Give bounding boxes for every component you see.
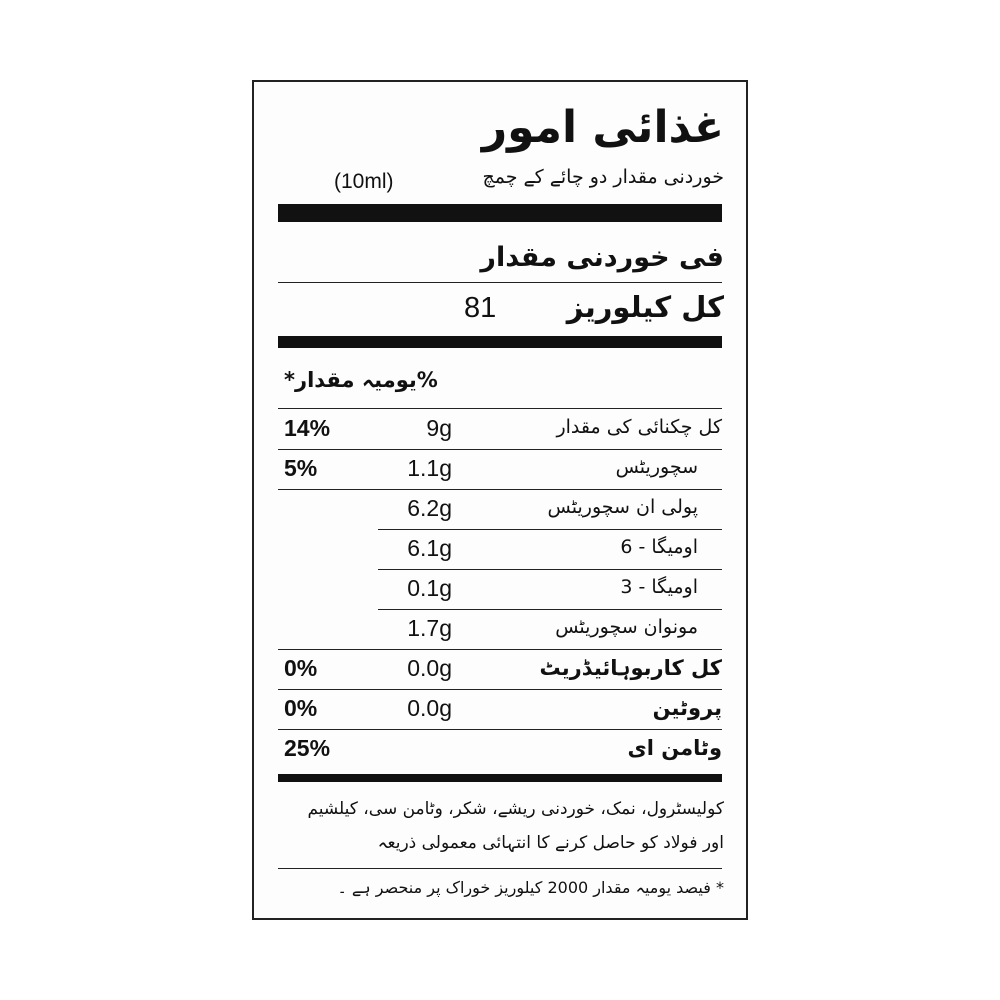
nutrient-amount: 6.1g — [407, 535, 452, 561]
nutrient-name: سچوریٹس — [615, 456, 698, 478]
label-title: غذائی امور — [481, 102, 724, 153]
nutrient-name: پولی ان سچوریٹس — [547, 496, 698, 518]
nutrient-amount: 9g — [426, 415, 452, 441]
nutrient-row-protein — [278, 690, 722, 730]
nutrient-row-omega-3 — [278, 570, 722, 610]
nutrient-name: وٹامن ای — [627, 736, 722, 760]
divider — [278, 868, 722, 869]
nutrient-daily-value: 14% — [284, 415, 331, 441]
nutrient-row-vitamin-e — [278, 730, 722, 770]
nutrient-amount: 1.7g — [407, 615, 452, 641]
nutrient-daily-value: 5% — [284, 455, 318, 481]
thick-divider — [278, 774, 722, 782]
nutrient-row-omega-6 — [278, 530, 722, 570]
daily-value-header: %یومیہ مقدار* — [284, 368, 438, 392]
nutrient-row-carbohydrate — [278, 650, 722, 690]
nutrient-row-polyunsaturates — [278, 490, 722, 530]
nutrient-name: پروٹین — [652, 696, 722, 720]
nutrient-name: اومیگا - 6 — [620, 536, 698, 558]
nutrient-amount: 6.2g — [407, 495, 452, 521]
nutrient-daily-value: 0% — [284, 695, 318, 721]
nutrient-row-monounsaturates — [278, 610, 722, 650]
divider — [278, 282, 722, 283]
calories-value: 81 — [464, 292, 497, 324]
nutrient-daily-value: 25% — [284, 735, 331, 761]
nutrient-name: مونوان سچوریٹس — [555, 616, 698, 638]
nutrient-name: کل چکنائی کی مقدار — [556, 416, 722, 438]
serving-size-ml: (10ml) — [334, 170, 394, 193]
nutrition-facts-label — [252, 80, 748, 920]
nutrient-amount: 1.1g — [407, 455, 452, 481]
thick-divider — [278, 204, 722, 222]
nutrient-row-total-fat — [278, 410, 722, 450]
nutrient-amount: 0.1g — [407, 575, 452, 601]
nutrient-row-saturates — [278, 450, 722, 490]
nutrient-name: کل کاربوہائیڈریٹ — [539, 656, 722, 680]
calories-label: کل کیلوریز — [566, 290, 724, 324]
thick-divider — [278, 336, 722, 348]
nutrient-daily-value: 0% — [284, 655, 318, 681]
daily-value-footnote: * فیصد یومیہ مقدار 2000 کیلوریز خوراک پر منحصر ہے ۔ — [337, 878, 724, 897]
nutrient-name: اومیگا - 3 — [620, 576, 698, 598]
per-serving-heading: فی خوردنی مقدار — [480, 242, 724, 273]
divider — [278, 408, 722, 409]
nutrient-amount: 0.0g — [407, 695, 452, 721]
serving-size: خوردنی مقدار دو چائے کے چمچ — [482, 166, 724, 188]
insignificant-source-note: کولیسٹرول، نمک، خوردنی ریشے، شکر، وٹامن سی، کیلشیم اور فولاد کو حاصل کرنے کا انتہائی معمولی ذریعہ — [307, 799, 724, 853]
nutrient-amount: 0.0g — [407, 655, 452, 681]
